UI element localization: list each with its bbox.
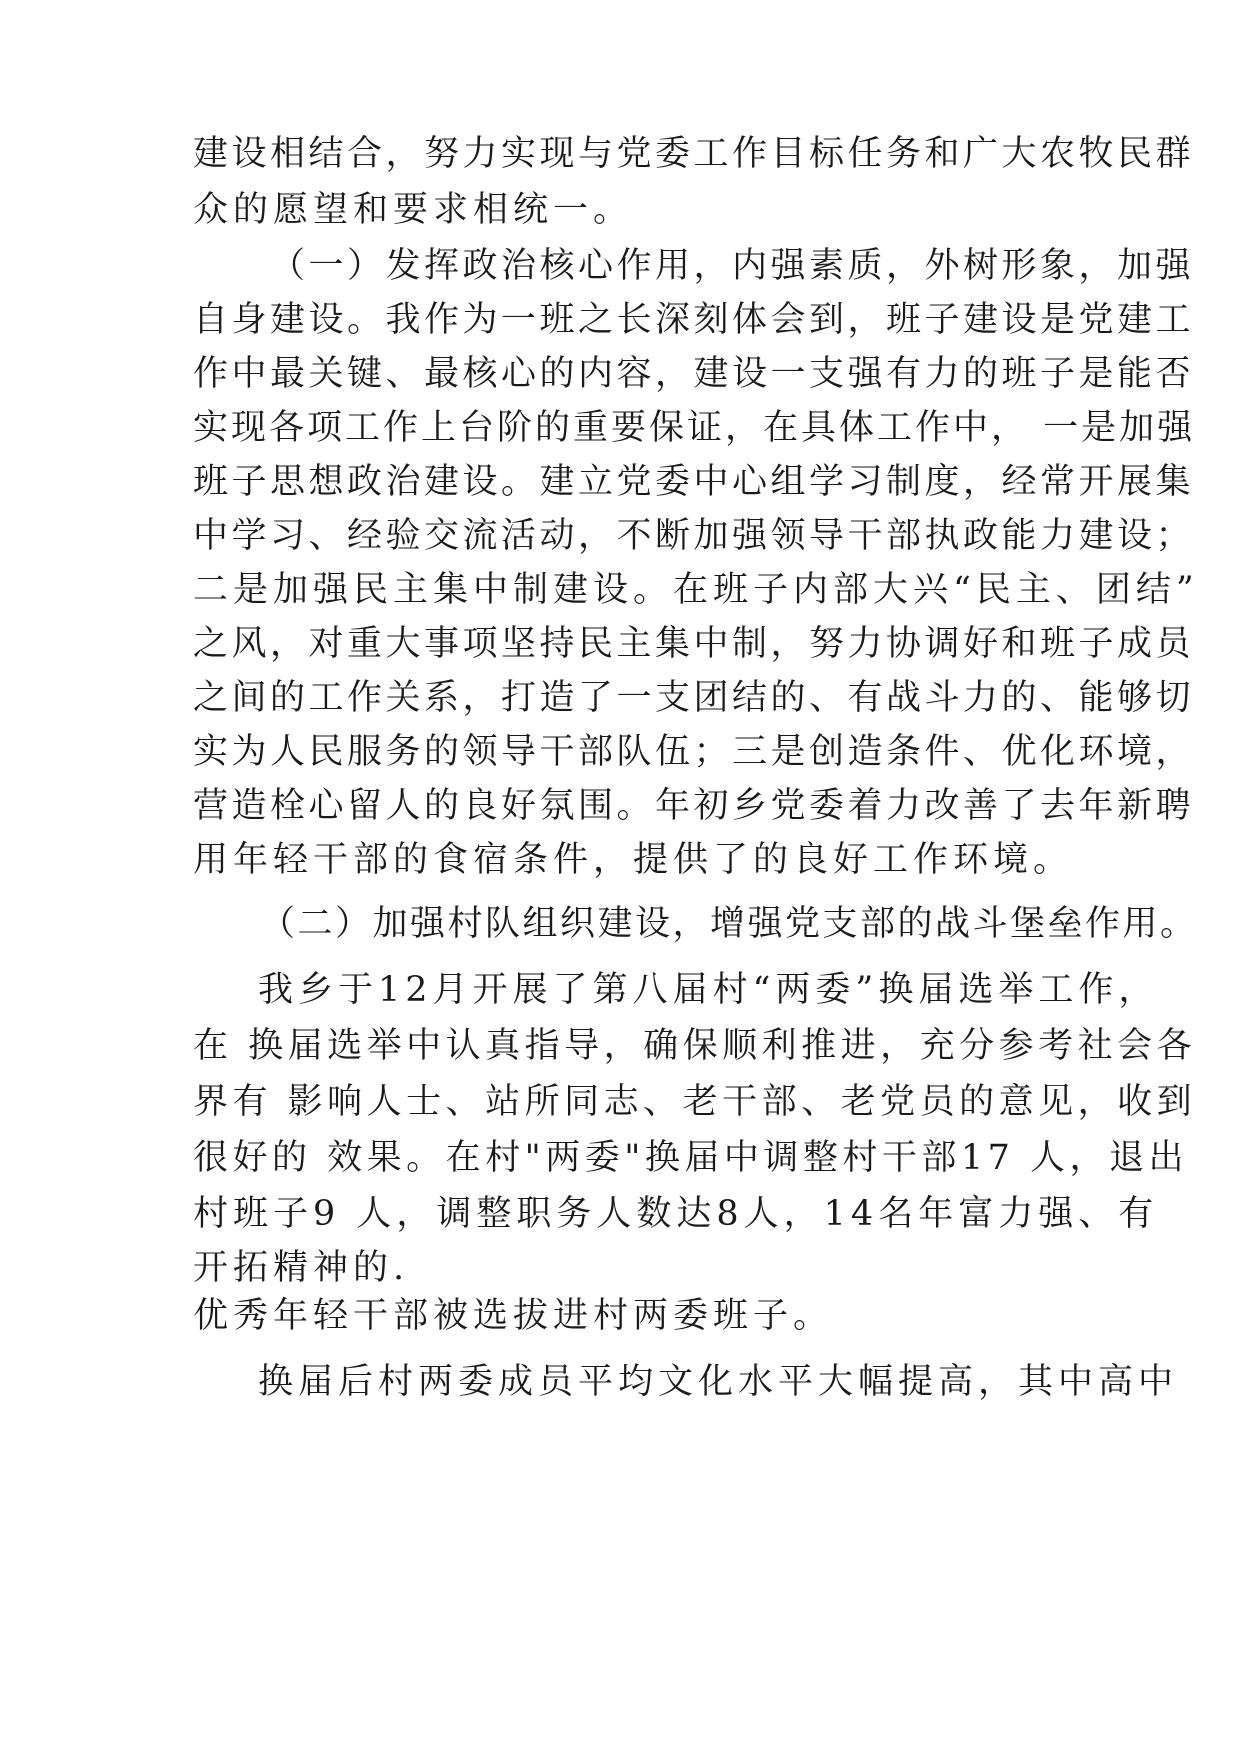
text-line: 建设相结合，努力实现与党委工作目标任务和广大农牧民群 xyxy=(193,134,1195,174)
text-line: 之风，对重大事项坚持民主集中制，努力协调好和班子成员 xyxy=(193,624,1195,664)
text-line: 自身建设。我作为一班之长深刻体会到，班子建设是党建工 xyxy=(193,300,1195,340)
text-line: 班子思想政治建设。建立党委中心组学习制度，经常开展集 xyxy=(193,462,1195,502)
text-line: 开拓精神的. xyxy=(193,1248,410,1288)
text-line: （一）发挥政治核心作用，内强素质，外树形象，加强 xyxy=(270,246,1195,286)
text-line: 在 换届选举中认真指导，确保顺利推进，充分参考社会各 xyxy=(193,1026,1197,1066)
text-line: 很好的 效果。在村"两委"换届中调整村干部17 人，退出 xyxy=(193,1138,1188,1178)
text-line: 之间的工作关系，打造了一支团结的、有战斗力的、能够切 xyxy=(193,678,1195,718)
text-line: 换届后村两委成员平均文化水平大幅提高，其中高中 xyxy=(258,1362,1179,1402)
text-line: 实现各项工作上台阶的重要保证，在具体工作中， 一是加强 xyxy=(193,408,1196,448)
text-line: 界有 影响人士、站所同志、老干部、老党员的意见，收到 xyxy=(193,1082,1197,1122)
text-line: 中学习、经验交流活动，不断加强领导干部执政能力建设； xyxy=(193,516,1195,556)
section-heading: （二）加强村队组织建设，增强党支部的战斗堡垒作用。 xyxy=(260,904,1198,944)
text-line: 我乡于12月开展了第八届村“两委”换届选举工作， xyxy=(258,970,1159,1010)
text-line: 作中最关键、最核心的内容，建设一支强有力的班子是能否 xyxy=(193,354,1195,394)
text-line: 优秀年轻干部被选拔进村两委班子。 xyxy=(193,1296,834,1336)
text-line: 村班子9 人，调整职务人数达8人，14名年富力强、有 xyxy=(193,1194,1159,1234)
text-line: 实为人民服务的领导干部队伍；三是创造条件、优化环境， xyxy=(193,732,1195,772)
text-line: 营造栓心留人的良好氛围。年初乡党委着力改善了去年新聘 xyxy=(193,786,1195,826)
text-line: 众的愿望和要求相统一。 xyxy=(193,190,634,230)
text-line: 二是加强民主集中制建设。在班子内部大兴“民主、团结” xyxy=(193,570,1199,610)
text-line: 用年轻干部的食宿条件，提供了的良好工作环境。 xyxy=(193,840,1074,880)
